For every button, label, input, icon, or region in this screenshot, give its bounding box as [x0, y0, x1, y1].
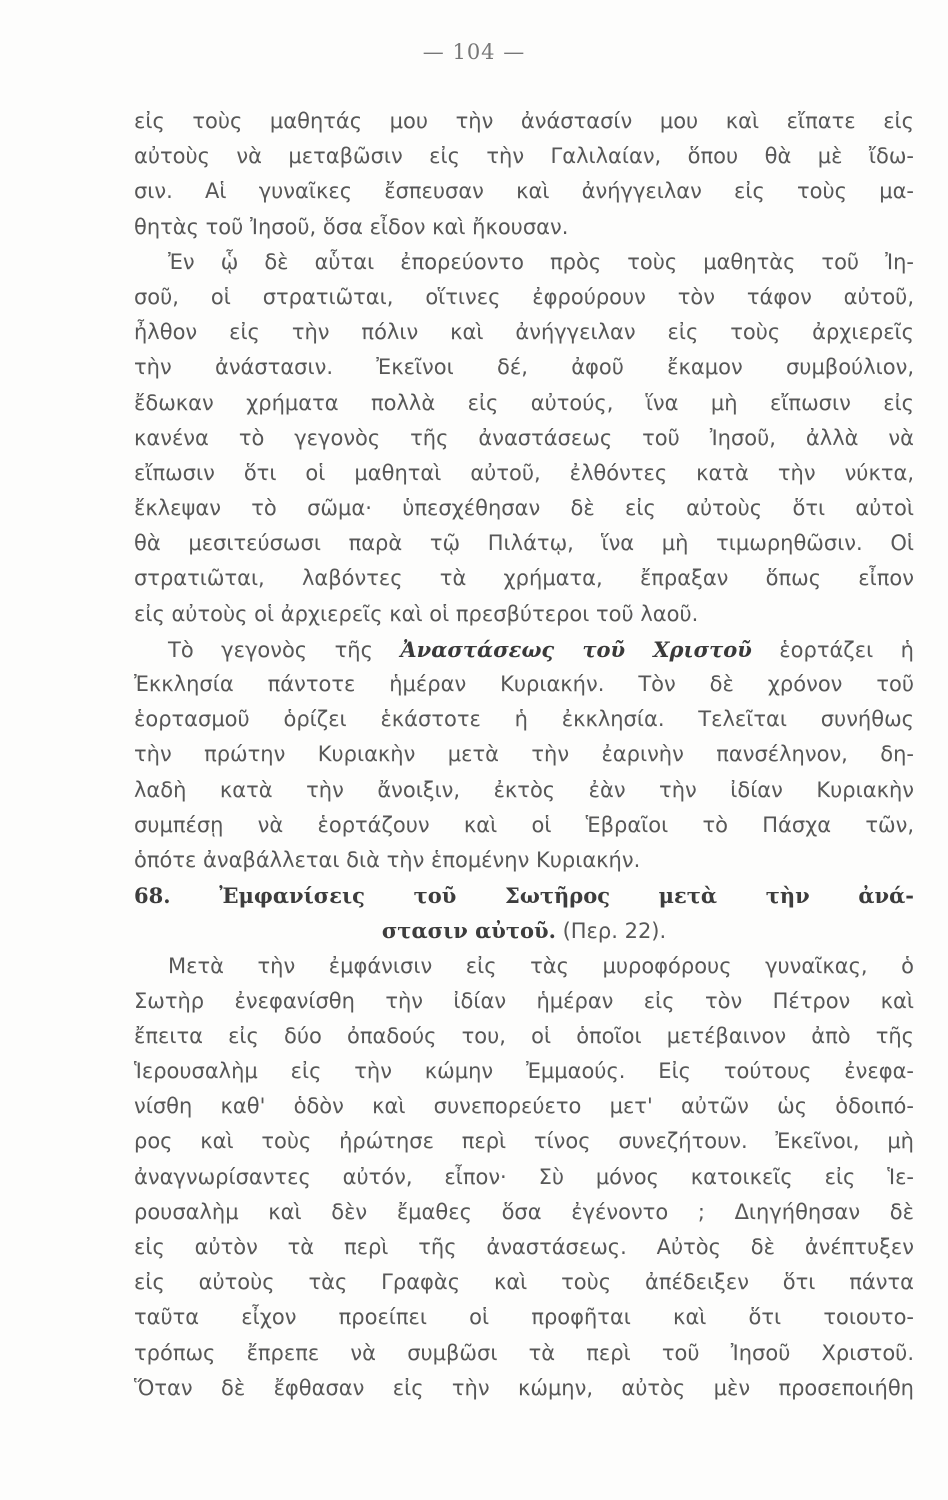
text-line: εἰς τοὺς μαθητάς μου τὴν ἀνάστασίν μου καὶ εἴπατε εἰς: [134, 109, 914, 133]
text-line: εἰς αὐτὸν τὰ περὶ τῆς ἀναστάσεως. Αὐτὸς δὲ ἀνέπτυξεν: [134, 1235, 914, 1259]
section-heading-text: στασιν αὐτοῦ.: [381, 918, 556, 944]
section-heading-continued: [134, 913, 914, 948]
text-line: Ὅταν δὲ ἔφθασαν εἰς τὴν κώμην, αὐτὸς μὲν προσεποιήθη: [134, 1375, 914, 1400]
text-line: στρατιῶται, λαβόντες τὰ χρήματα, ἔπραξαν ὅπως εἶπον: [134, 566, 914, 591]
emphasized-phrase: Ἀναστάσεως τοῦ Χριστοῦ: [400, 636, 752, 662]
page-number: — 104 —: [422, 40, 526, 64]
text-line: συμπέσῃ νὰ ἑορτάζουν καὶ οἱ Ἑβραῖοι τὸ Πάσχα τῶν,: [134, 812, 914, 837]
text-line: εἰς αὐτοὺς οἱ ἀρχιερεῖς καὶ οἱ πρεσβύτεροι τοῦ λαοῦ.: [134, 601, 699, 626]
text-line: ρουσαλὴμ καὶ δὲν ἔμαθες ὅσα ἐγένοντο ; Διηγήθησαν δὲ: [134, 1199, 914, 1224]
text-line: ὁπότε ἀναβάλλεται διὰ τὴν ἑπομένην Κυριακήν.: [134, 847, 641, 872]
text-line: ἔδωκαν χρήματα πολλὰ εἰς αὐτούς, ἵνα μὴ εἴπωσιν εἰς: [134, 390, 914, 415]
text-line: θητὰς τοῦ Ἰησοῦ, ὅσα εἶδον καὶ ἤκουσαν.: [134, 214, 569, 239]
text-line: λαδὴ κατὰ τὴν ἄνοιξιν, ἐκτὸς ἐὰν τὴν ἰδίαν Κυριακὴν: [134, 777, 914, 802]
text-line: ἔπειτα εἰς δύο ὀπαδούς του, οἱ ὁποῖοι μετέβαινον ἀπὸ τῆς: [134, 1023, 914, 1048]
text-line: Ἐκκλησία πάντοτε ἡμέραν Κυριακήν. Τὸν δὲ χρόνον τοῦ: [134, 672, 914, 696]
section-heading: 68. Ἐμφανίσεις τοῦ Σωτῆρος μετὰ τὴν ἀνά-: [134, 883, 914, 909]
text-line: σιν. Αἱ γυναῖκες ἔσπευσαν καὶ ἀνήγγειλαν εἰς τοὺς μα-: [134, 179, 914, 204]
text-line: σοῦ, οἱ στρατιῶται, οἵτινες ἐφρούρουν τὸν τάφον αὐτοῦ,: [134, 284, 914, 309]
text-fragment: ἑορτάζει ἡ: [751, 637, 914, 662]
text-line: νίσθη καθ' ὁδὸν καὶ συνεπορεύετο μετ' αὐτῶν ὡς ὁδοιπό-: [134, 1094, 914, 1119]
text-line: ἀναγνωρίσαντες αὐτόν, εἶπον· Σὺ μόνος κατοικεῖς εἰς Ἱε-: [134, 1164, 914, 1189]
text-line: κανένα τὸ γεγονὸς τῆς ἀναστάσεως τοῦ Ἰησοῦ, ἀλλὰ νὰ: [134, 425, 914, 450]
text-line: Ἱερουσαλὴμ εἰς τὴν κώμην Ἐμμαούς. Εἰς τούτους ἐνεφα-: [134, 1059, 914, 1084]
text-line: τὴν ἀνάστασιν. Ἐκεῖνοι δέ, ἀφοῦ ἔκαμον συμβούλιον,: [134, 355, 914, 380]
text-line: τρόπως ἔπρεπε νὰ συμβῶσι τὰ περὶ τοῦ Ἰησοῦ Χριστοῦ.: [134, 1340, 914, 1365]
body-text: [134, 104, 914, 1406]
section-reference: (Περ. 22).: [555, 919, 667, 944]
text-line: εἴπωσιν ὅτι οἱ μαθηταὶ αὐτοῦ, ἐλθόντες κατὰ τὴν νύκτα,: [134, 460, 914, 485]
text-line: Μετὰ τὴν ἐμφάνισιν εἰς τὰς μυροφόρους γυναῖκας, ὁ: [168, 953, 914, 978]
text-line: Ἐν ᾧ δὲ αὗται ἐπορεύοντο πρὸς τοὺς μαθητὰς τοῦ Ἰη-: [168, 249, 914, 274]
text-line: ταῦτα εἶχον προείπει οἱ προφῆται καὶ ὅτι τοιουτο-: [134, 1305, 914, 1330]
text-line: αὐτοὺς νὰ μεταβῶσιν εἰς τὴν Γαλιλαίαν, ὅπου θὰ μὲ ἴδω-: [134, 144, 914, 169]
text-line: Σωτὴρ ἐνεφανίσθη τὴν ἰδίαν ἡμέραν εἰς τὸν Πέτρον καὶ: [134, 988, 914, 1013]
text-line: ἦλθον εἰς τὴν πόλιν καὶ ἀνήγγειλαν εἰς τοὺς ἀρχιερεῖς: [134, 320, 914, 345]
text-line: ρος καὶ τοὺς ἠρώτησε περὶ τίνος συνεζήτουν. Ἐκεῖνοι, μὴ: [134, 1129, 914, 1154]
text-line-with-emphasis: [134, 632, 914, 667]
text-fragment: Τὸ γεγονὸς τῆς: [168, 637, 401, 662]
text-line: εἰς αὐτοὺς τὰς Γραφὰς καὶ τοὺς ἀπέδειξεν ὅτι πάντα: [134, 1270, 914, 1295]
text-line: τὴν πρώτην Κυριακὴν μετὰ τὴν ἐαρινὴν πανσέληνον, δη-: [134, 742, 914, 767]
text-line: θὰ μεσιτεύσωσι παρὰ τῷ Πιλάτῳ, ἵνα μὴ τιμωρηθῶσιν. Οἱ: [134, 531, 914, 556]
text-line: ἔκλεψαν τὸ σῶμα· ὑπεσχέθησαν δὲ εἰς αὐτοὺς ὅτι αὐτοὶ: [134, 496, 914, 521]
text-line: ἑορτασμοῦ ὁρίζει ἑκάστοτε ἡ ἐκκλησία. Τελεῖται συνήθως: [134, 707, 914, 732]
